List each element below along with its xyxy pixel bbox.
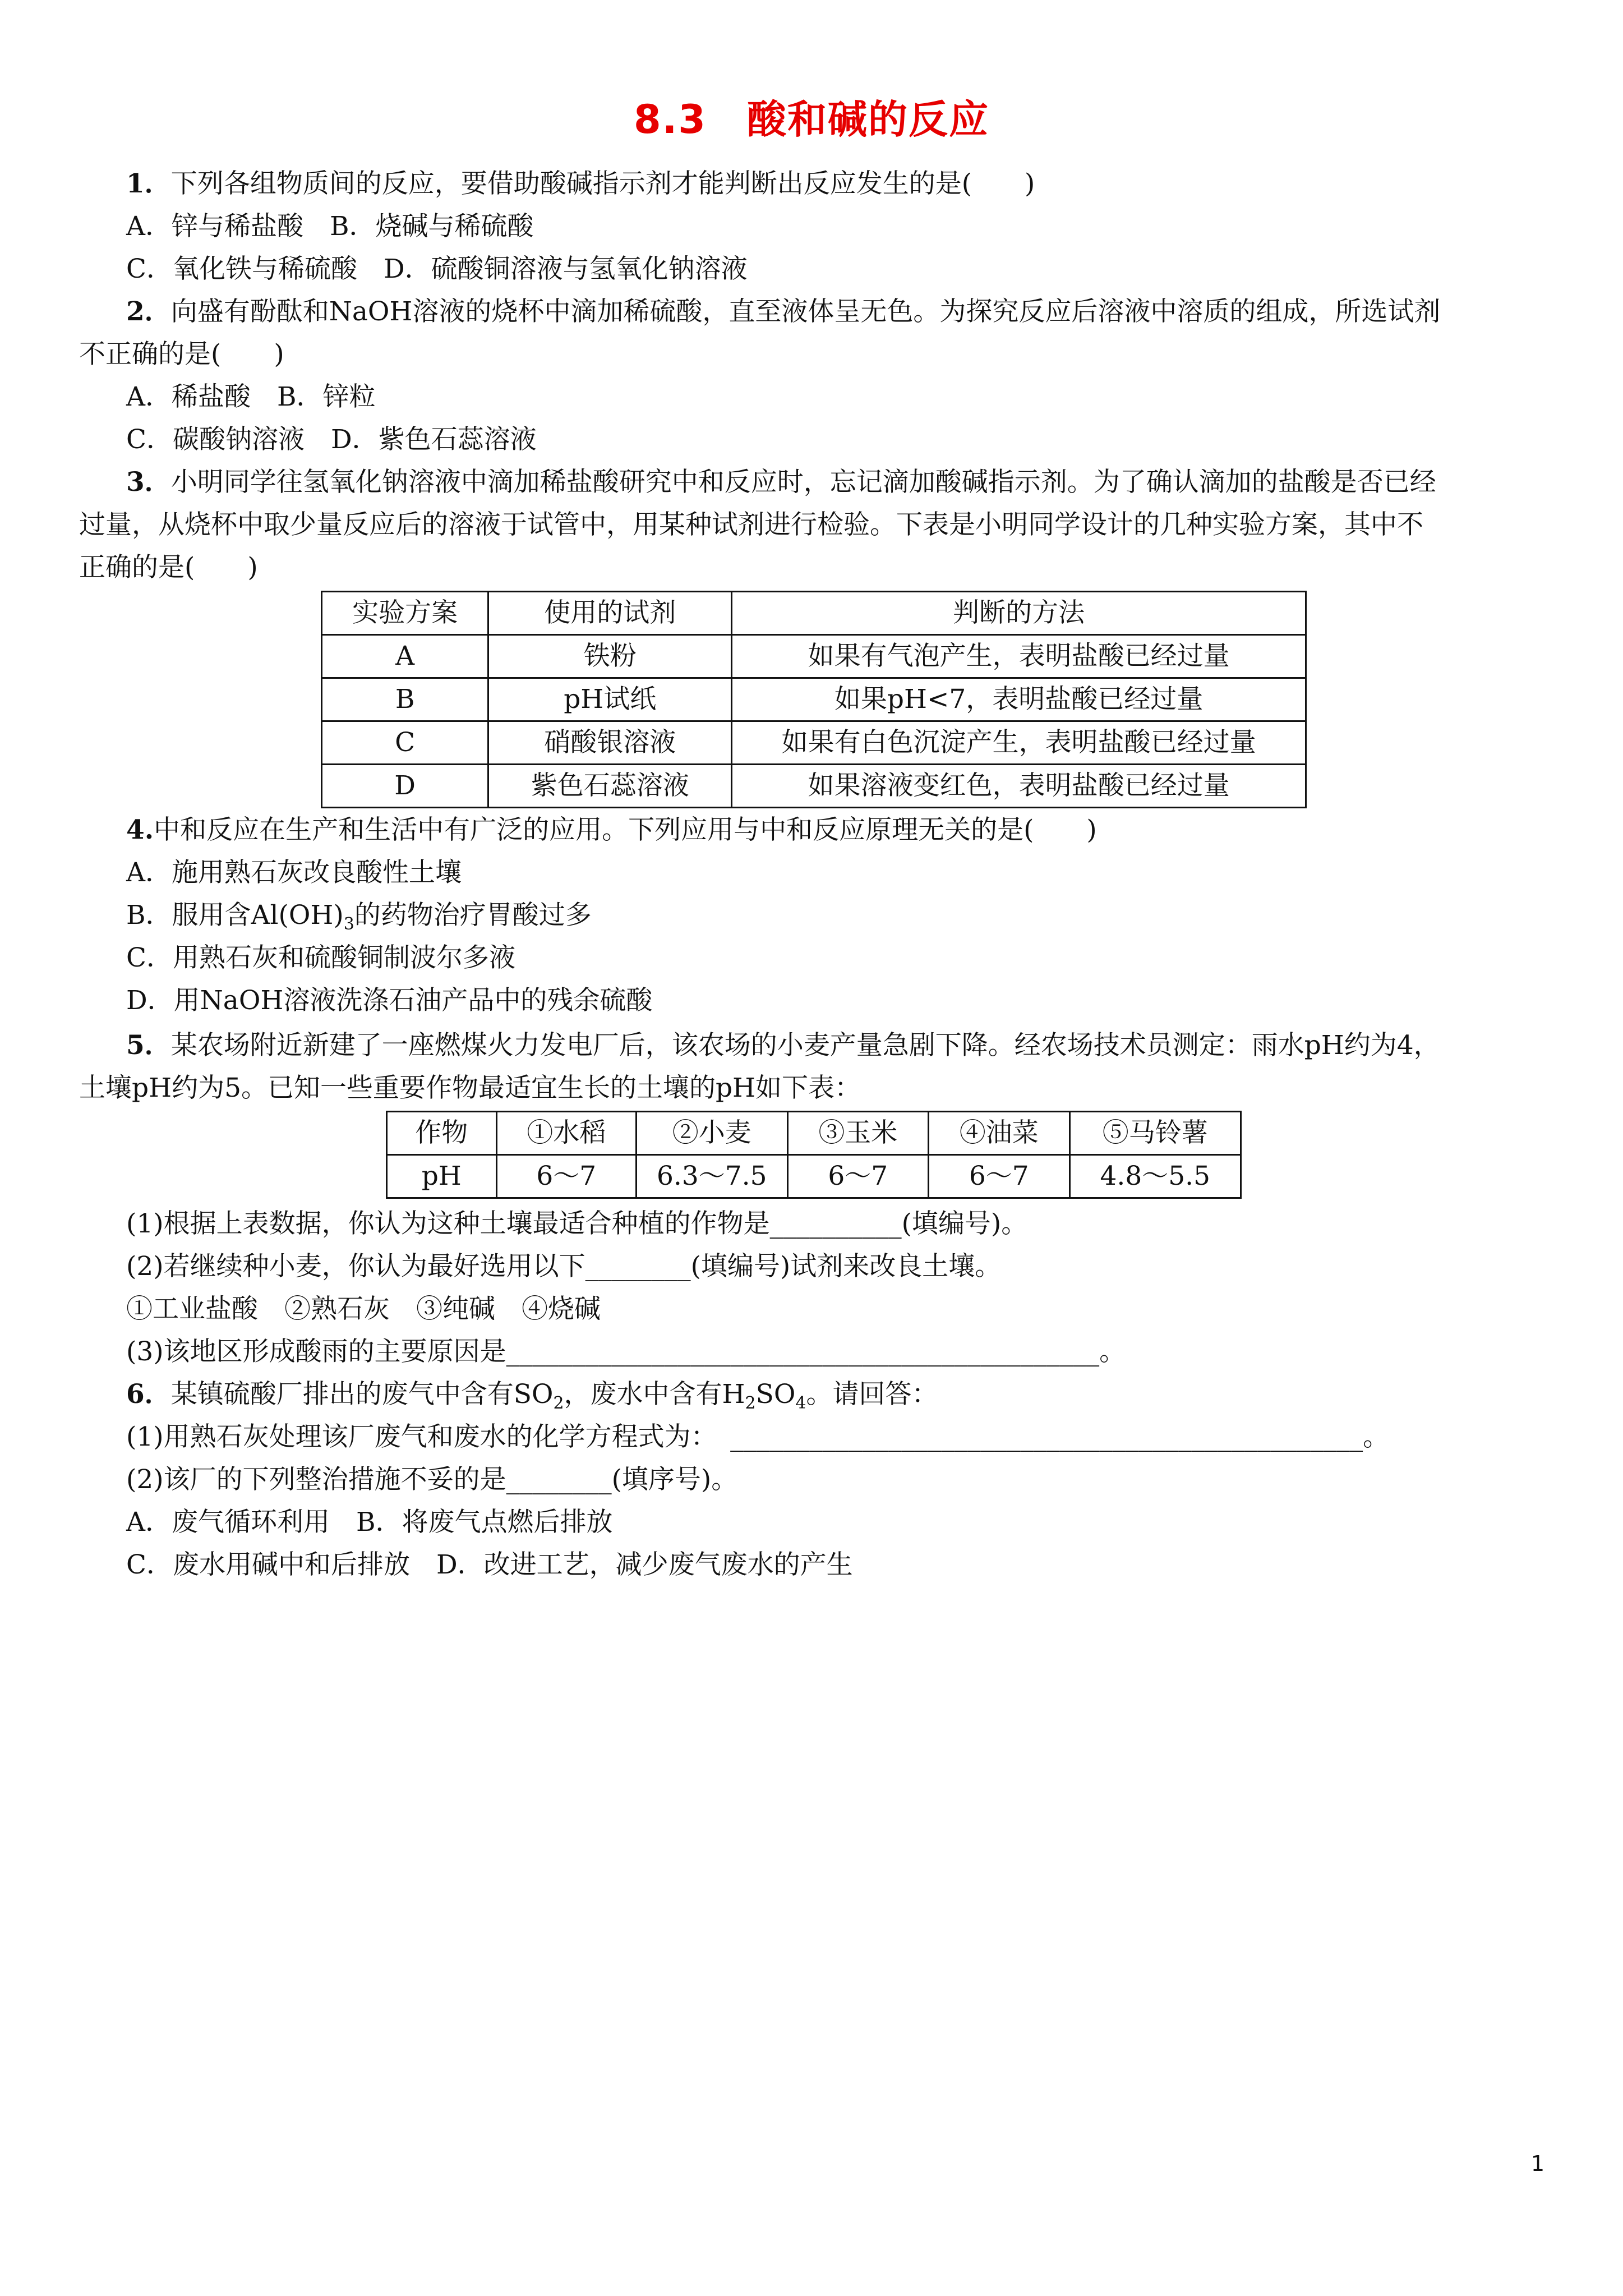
q4-stem: 4.中和反应在生产和生活中有广泛的应用。下列应用与中和反应原理无关的是( ) xyxy=(126,815,1097,845)
table-cell: 如果有白色沉淀产生，表明盐酸已经过量 xyxy=(732,721,1306,765)
table-cell: 如果溶液变红色，表明盐酸已经过量 xyxy=(732,765,1306,808)
q1-stem: 1．下列各组物质间的反应，要借助酸碱指示剂才能判断出反应发生的是( ) xyxy=(126,168,1035,199)
table-cell: ③玉米 xyxy=(787,1112,928,1155)
table-cell: 6～7 xyxy=(496,1155,636,1198)
q5-sub2: (2)若继续种小麦，你认为最好选用以下________(填编号)试剂来改良土壤。 xyxy=(126,1251,1002,1282)
table-row xyxy=(387,1155,1241,1198)
q1-options-cd: C．氧化铁与稀硫酸 D．硫酸铜溶液与氢氧化钠溶液 xyxy=(126,254,748,284)
q5-number: 5． xyxy=(126,1030,171,1061)
q6-sub1: (1)用熟石灰处理该厂废气和废水的化学方程式为： ________________________________________________。 xyxy=(126,1421,1390,1452)
table-cell: ①水稻 xyxy=(496,1112,636,1155)
q3-stem-cont: 过量，从烧杯中取少量反应后的溶液于试管中，用某种试剂进行检验。下表是小明同学设计的几种实验方案，其中不 xyxy=(79,509,1423,540)
q5-stem: 5．某农场附近新建了一座燃煤火力发电厂后，该农场的小麦产量急剧下降。经农场技术员测定：雨水pH约为4， xyxy=(126,1030,1440,1061)
q2-stem-cont: 不正确的是( ) xyxy=(79,339,284,370)
table-cell: B xyxy=(322,678,488,721)
table-cell: 硝酸银溶液 xyxy=(488,721,732,765)
table-cell: ④油菜 xyxy=(929,1112,1069,1155)
table-cell: D xyxy=(322,765,488,808)
q4-number: 4. xyxy=(126,815,154,845)
q6-options-ab: A．废气循环利用 B．将废气点燃后排放 xyxy=(126,1507,613,1538)
table-cell: pH试纸 xyxy=(488,678,732,721)
q2-stem: 2．向盛有酚酞和NaOH溶液的烧杯中滴加稀硫酸，直至液体呈无色。为探究反应后溶液中溶质的组成，所选试剂 xyxy=(126,296,1441,327)
q4-option-b: B．服用含$Al(OH)_3$的药物治疗胃酸过多 xyxy=(126,900,592,934)
q6-number: 6． xyxy=(126,1379,171,1410)
q5-sub3: (3)该地区形成酸雨的主要原因是_____________________________________________。 xyxy=(126,1336,1126,1367)
table-cell: pH xyxy=(387,1155,497,1198)
table-cell: 铁粉 xyxy=(488,635,732,678)
q3-stem: 3．小明同学往氢氧化钠溶液中滴加稀盐酸研究中和反应时，忘记滴加酸碱指示剂。为了确认滴加的盐酸是否已经 xyxy=(126,467,1436,498)
table-cell: 6～7 xyxy=(929,1155,1069,1198)
q5-stem-cont: 土壤pH约为5。已知一些重要作物最适宜生长的土壤的pH如下表： xyxy=(79,1073,861,1103)
table-row xyxy=(322,635,1306,678)
table-cell: 如果有气泡产生，表明盐酸已经过量 xyxy=(732,635,1306,678)
table-row xyxy=(387,1112,1241,1155)
table-row xyxy=(322,678,1306,721)
table-header-cell: 判断的方法 xyxy=(732,592,1306,635)
table-cell: 6～7 xyxy=(787,1155,928,1198)
q5-ph-table xyxy=(386,1111,1242,1199)
page-number: 1 xyxy=(1530,2151,1544,2176)
table-cell: A xyxy=(322,635,488,678)
q3-stem-cont2: 正确的是( ) xyxy=(79,552,258,583)
q1-number: 1． xyxy=(126,168,171,199)
table-header-row xyxy=(322,592,1306,635)
table-cell: 紫色石蕊溶液 xyxy=(488,765,732,808)
q5-sub2-options: ①工业盐酸 ②熟石灰 ③纯碱 ④烧碱 xyxy=(126,1294,601,1324)
q2-number: 2． xyxy=(126,296,171,327)
table-cell: 4.8～5.5 xyxy=(1069,1155,1241,1198)
q3-number: 3． xyxy=(126,467,171,498)
q6-sub2: (2)该厂的下列整治措施不妥的是________(填序号)。 xyxy=(126,1464,738,1495)
table-header-cell: 使用的试剂 xyxy=(488,592,732,635)
table-cell: ⑤马铃薯 xyxy=(1069,1112,1241,1155)
q6-stem: 6．某镇硫酸厂排出的废气中含有$SO_2$，废水中含有$H_2SO_4$。请回答： xyxy=(126,1379,938,1413)
q5-sub1: (1)根据上表数据，你认为这种土壤最适合种植的作物是__________(填编号)。 xyxy=(126,1208,1028,1239)
table-cell: C xyxy=(322,721,488,765)
page-title: 8.3 酸和碱的反应 xyxy=(633,96,989,142)
q6-options-cd: C．废水用碱中和后排放 D．改进工艺，减少废气废水的产生 xyxy=(126,1549,853,1580)
table-cell: 作物 xyxy=(387,1112,497,1155)
table-cell: 如果pH<7，表明盐酸已经过量 xyxy=(732,678,1306,721)
table-row xyxy=(322,765,1306,808)
q2-options-cd: C．碳酸钠溶液 D．紫色石蕊溶液 xyxy=(126,424,537,455)
table-header-cell: 实验方案 xyxy=(322,592,488,635)
table-cell: 6.3～7.5 xyxy=(636,1155,787,1198)
table-row xyxy=(322,721,1306,765)
q1-options-ab: A．锌与稀盐酸 B．烧碱与稀硫酸 xyxy=(126,211,534,242)
q3-table xyxy=(321,591,1307,808)
q2-options-ab: A．稀盐酸 B．锌粒 xyxy=(126,381,376,412)
table-cell: ②小麦 xyxy=(636,1112,787,1155)
q4-option-a: A．施用熟石灰改良酸性土壤 xyxy=(126,857,462,888)
q4-option-d: D．用NaOH溶液洗涤石油产品中的残余硫酸 xyxy=(126,985,653,1016)
q4-option-c: C．用熟石灰和硫酸铜制波尔多液 xyxy=(126,942,515,973)
